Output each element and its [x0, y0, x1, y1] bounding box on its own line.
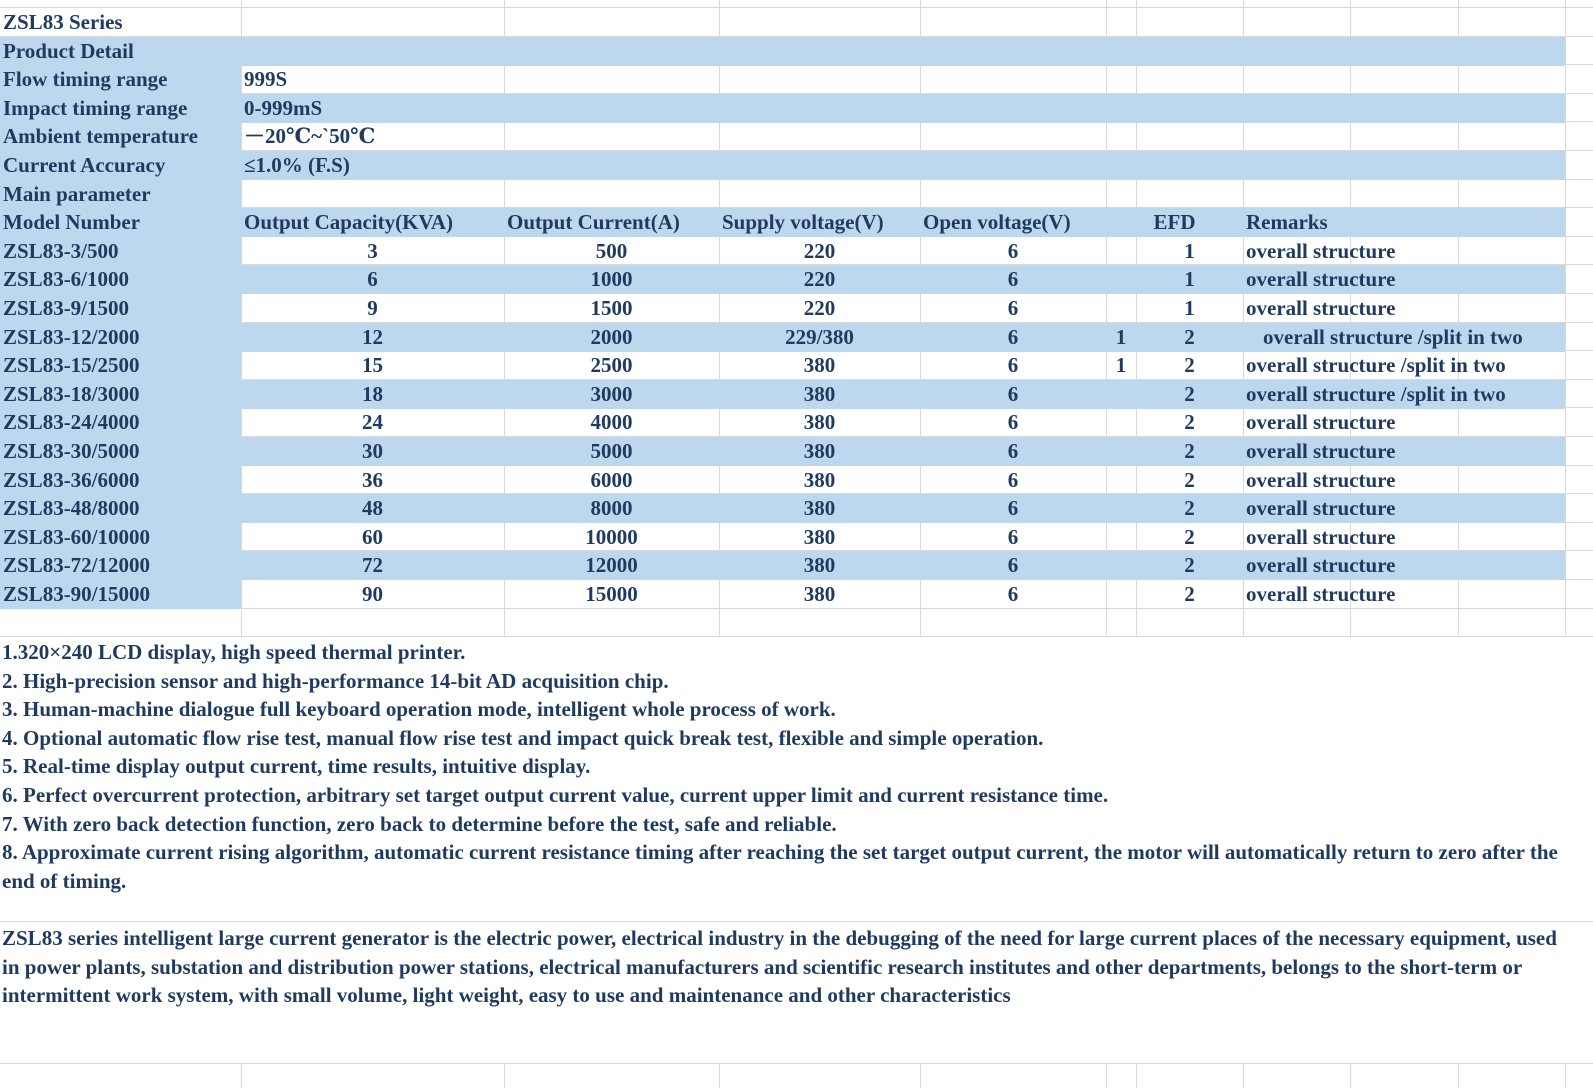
divider: [0, 1063, 1593, 1064]
remarks: overall structure: [1246, 496, 1396, 520]
header-supply: Supply voltage(V): [722, 210, 884, 234]
column-gridline: [1106, 1063, 1107, 1088]
open-voltage: 6: [1007, 553, 1019, 577]
efd-value: [1106, 408, 1136, 437]
output-current: 2500: [590, 353, 633, 377]
supply-voltage: 380: [803, 410, 836, 434]
header-remarks: Remarks: [1246, 210, 1328, 234]
open-voltage: 6: [1007, 439, 1019, 463]
output-current: 2000: [590, 325, 633, 349]
remarks: overall structure: [1246, 553, 1396, 577]
open-voltage: 6: [1007, 296, 1019, 320]
supply-voltage: 380: [803, 553, 836, 577]
section-product-detail: Product Detail: [3, 39, 134, 63]
open-voltage: 6: [1007, 525, 1019, 549]
detail-value: ≤1.0% (F.S): [244, 153, 350, 177]
output-current: 5000: [590, 439, 633, 463]
efd-value: 2: [1184, 553, 1195, 577]
efd-value: 1: [1184, 267, 1195, 291]
efd-value: 1: [1184, 239, 1195, 263]
output-capacity: 60: [362, 525, 383, 549]
remarks: overall structure /split in two: [1246, 382, 1506, 406]
output-capacity: 12: [362, 325, 383, 349]
output-capacity: 36: [362, 468, 383, 492]
open-voltage: 6: [1007, 496, 1019, 520]
efd-value: 2: [1184, 353, 1195, 377]
column-gridline: [1243, 1063, 1244, 1088]
supply-voltage: 380: [803, 382, 836, 406]
model-number: ZSL83-9/1500: [3, 296, 130, 320]
model-number: ZSL83-15/2500: [3, 353, 140, 377]
supply-voltage: 380: [803, 582, 836, 606]
output-current: 15000: [585, 582, 638, 606]
model-number: ZSL83-12/2000: [3, 325, 140, 349]
open-voltage: 6: [1007, 468, 1019, 492]
output-current: 4000: [590, 410, 633, 434]
column-gridline: [920, 1063, 921, 1088]
efd-value: 1: [1115, 353, 1127, 377]
output-current: 6000: [590, 468, 633, 492]
model-number: ZSL83-72/12000: [3, 553, 151, 577]
column-gridline: [1136, 1063, 1137, 1088]
supply-voltage: 380: [803, 439, 836, 463]
output-capacity: 3: [367, 239, 378, 263]
feature-item: 4. Optional automatic flow rise test, manual flow rise test and impact quick break test, flexible and simple operation.: [2, 725, 1044, 750]
header-model: Model Number: [3, 210, 141, 234]
efd-value: [1106, 580, 1136, 609]
output-current: 12000: [585, 553, 638, 577]
output-current: 8000: [590, 496, 633, 520]
detail-value: 999S: [244, 67, 288, 91]
open-voltage: 6: [1007, 382, 1019, 406]
feature-item: 2. High-precision sensor and high-performance 14-bit AD acquisition chip.: [2, 668, 669, 693]
output-capacity: 24: [362, 410, 383, 434]
output-capacity: 72: [362, 553, 383, 577]
model-number: ZSL83-3/500: [3, 239, 119, 263]
output-current: 1000: [590, 267, 633, 291]
column-gridline: [1565, 0, 1566, 637]
supply-voltage: 380: [803, 496, 836, 520]
output-capacity: 9: [367, 296, 378, 320]
detail-label: Flow timing range: [3, 67, 168, 91]
efd-value: [1106, 551, 1136, 580]
efd-value: 2: [1184, 439, 1195, 463]
supply-voltage: 380: [803, 468, 836, 492]
efd-value: [1106, 437, 1136, 466]
detail-label: Current Accuracy: [3, 153, 166, 177]
efd-value: [1106, 237, 1136, 266]
sheet-title: ZSL83 Series: [3, 10, 123, 34]
divider: [0, 921, 1593, 922]
detail-label: Impact timing range: [3, 96, 188, 120]
remarks: overall structure /split in two: [1246, 353, 1506, 377]
open-voltage: 6: [1007, 325, 1019, 349]
supply-voltage: 380: [803, 353, 836, 377]
efd-value: 2: [1184, 582, 1195, 606]
column-gridline: [504, 1063, 505, 1088]
feature-item: 7. With zero back detection function, zero back to determine before the test, safe and reliable.: [2, 811, 837, 836]
feature-item: 6. Perfect overcurrent protection, arbitrary set target output current value, current upper limit and current resistance time.: [2, 783, 1109, 807]
remarks: overall structure: [1246, 267, 1396, 291]
efd-value: 2: [1184, 410, 1195, 434]
output-capacity: 6: [367, 267, 378, 291]
remarks: overall structure: [1246, 410, 1396, 434]
header-current: Output Current(A): [507, 210, 680, 234]
output-current: 1500: [590, 296, 633, 320]
detail-value: －20℃~`50℃: [244, 124, 376, 148]
efd-value: [1106, 380, 1136, 409]
output-capacity: 15: [362, 353, 383, 377]
open-voltage: 6: [1007, 239, 1019, 263]
supply-voltage: 380: [803, 525, 836, 549]
efd-value: 2: [1184, 325, 1195, 349]
detail-label: Ambient temperature: [3, 124, 198, 148]
output-current: 500: [595, 239, 628, 263]
efd-value: 2: [1184, 496, 1195, 520]
remarks: overall structure: [1246, 525, 1396, 549]
remarks: overall structure: [1246, 582, 1396, 606]
efd-value: 1: [1184, 296, 1195, 320]
efd-value: [1106, 523, 1136, 552]
column-gridline: [1350, 1063, 1351, 1088]
supply-voltage: 229/380: [785, 325, 854, 349]
header-open: Open voltage(V): [923, 210, 1071, 234]
output-current: 10000: [585, 525, 638, 549]
supply-voltage: 220: [803, 296, 836, 320]
efd-value: [1106, 466, 1136, 495]
supply-voltage: 220: [803, 267, 836, 291]
model-number: ZSL83-18/3000: [3, 382, 140, 406]
model-number: ZSL83-24/4000: [3, 410, 140, 434]
detail-value: 0-999mS: [244, 96, 323, 120]
remarks: overall structure: [1246, 468, 1396, 492]
open-voltage: 6: [1007, 410, 1019, 434]
model-number: ZSL83-90/15000: [3, 582, 151, 606]
efd-value: [1106, 294, 1136, 323]
supply-voltage: 220: [803, 239, 836, 263]
efd-value: 2: [1184, 382, 1195, 406]
feature-item: 1.320×240 LCD display, high speed thermal printer.: [2, 640, 466, 664]
column-gridline: [719, 1063, 720, 1088]
feature-item: 5. Real-time display output current, time results, intuitive display.: [2, 754, 591, 779]
section-main-parameter: Main parameter: [3, 182, 151, 206]
remarks: overall structure /split in two: [1263, 325, 1523, 349]
product-description: ZSL83 series intelligent large current generator is the electric power, electrical industry in the debugging of the need for large current places of the necessary equipment, used in power plants, substation and distribution power stations, electrical manufacturers and scientific research institutes and other departments, belongs to the short-term or intermittent work system, with small volume, light weight, easy to use and maintenance and other characteristics: [2, 926, 1557, 1008]
column-gridline: [1458, 1063, 1459, 1088]
model-number: ZSL83-6/1000: [3, 267, 130, 291]
open-voltage: 6: [1007, 267, 1019, 291]
feature-item: 3. Human-machine dialogue full keyboard operation mode, intelligent whole process of work.: [2, 697, 836, 722]
output-capacity: 30: [362, 439, 383, 463]
model-number: ZSL83-48/8000: [3, 496, 140, 520]
column-gridline: [241, 1063, 242, 1088]
output-current: 3000: [590, 382, 633, 406]
open-voltage: 6: [1007, 582, 1019, 606]
feature-item: 8. Approximate current rising algorithm, automatic current resistance timing after reaching the set target output current, the motor will automatically return to zero after the end of timing.: [2, 840, 1558, 893]
model-number: ZSL83-60/10000: [3, 525, 151, 549]
remarks: overall structure: [1246, 439, 1396, 463]
output-capacity: 18: [362, 382, 383, 406]
output-capacity: 48: [362, 496, 383, 520]
column-gridline: [1565, 1063, 1566, 1088]
efd-value: 1: [1115, 325, 1127, 349]
header-efd: EFD: [1153, 210, 1196, 234]
efd-value: 2: [1184, 525, 1195, 549]
efd-value: [1106, 494, 1136, 523]
remarks: overall structure: [1246, 296, 1396, 320]
efd-value: [1106, 265, 1136, 294]
header-capacity: Output Capacity(KVA): [244, 210, 454, 234]
open-voltage: 6: [1007, 353, 1019, 377]
output-capacity: 90: [362, 582, 383, 606]
remarks: overall structure: [1246, 239, 1396, 263]
model-number: ZSL83-36/6000: [3, 468, 140, 492]
efd-value: 2: [1184, 468, 1195, 492]
model-number: ZSL83-30/5000: [3, 439, 140, 463]
